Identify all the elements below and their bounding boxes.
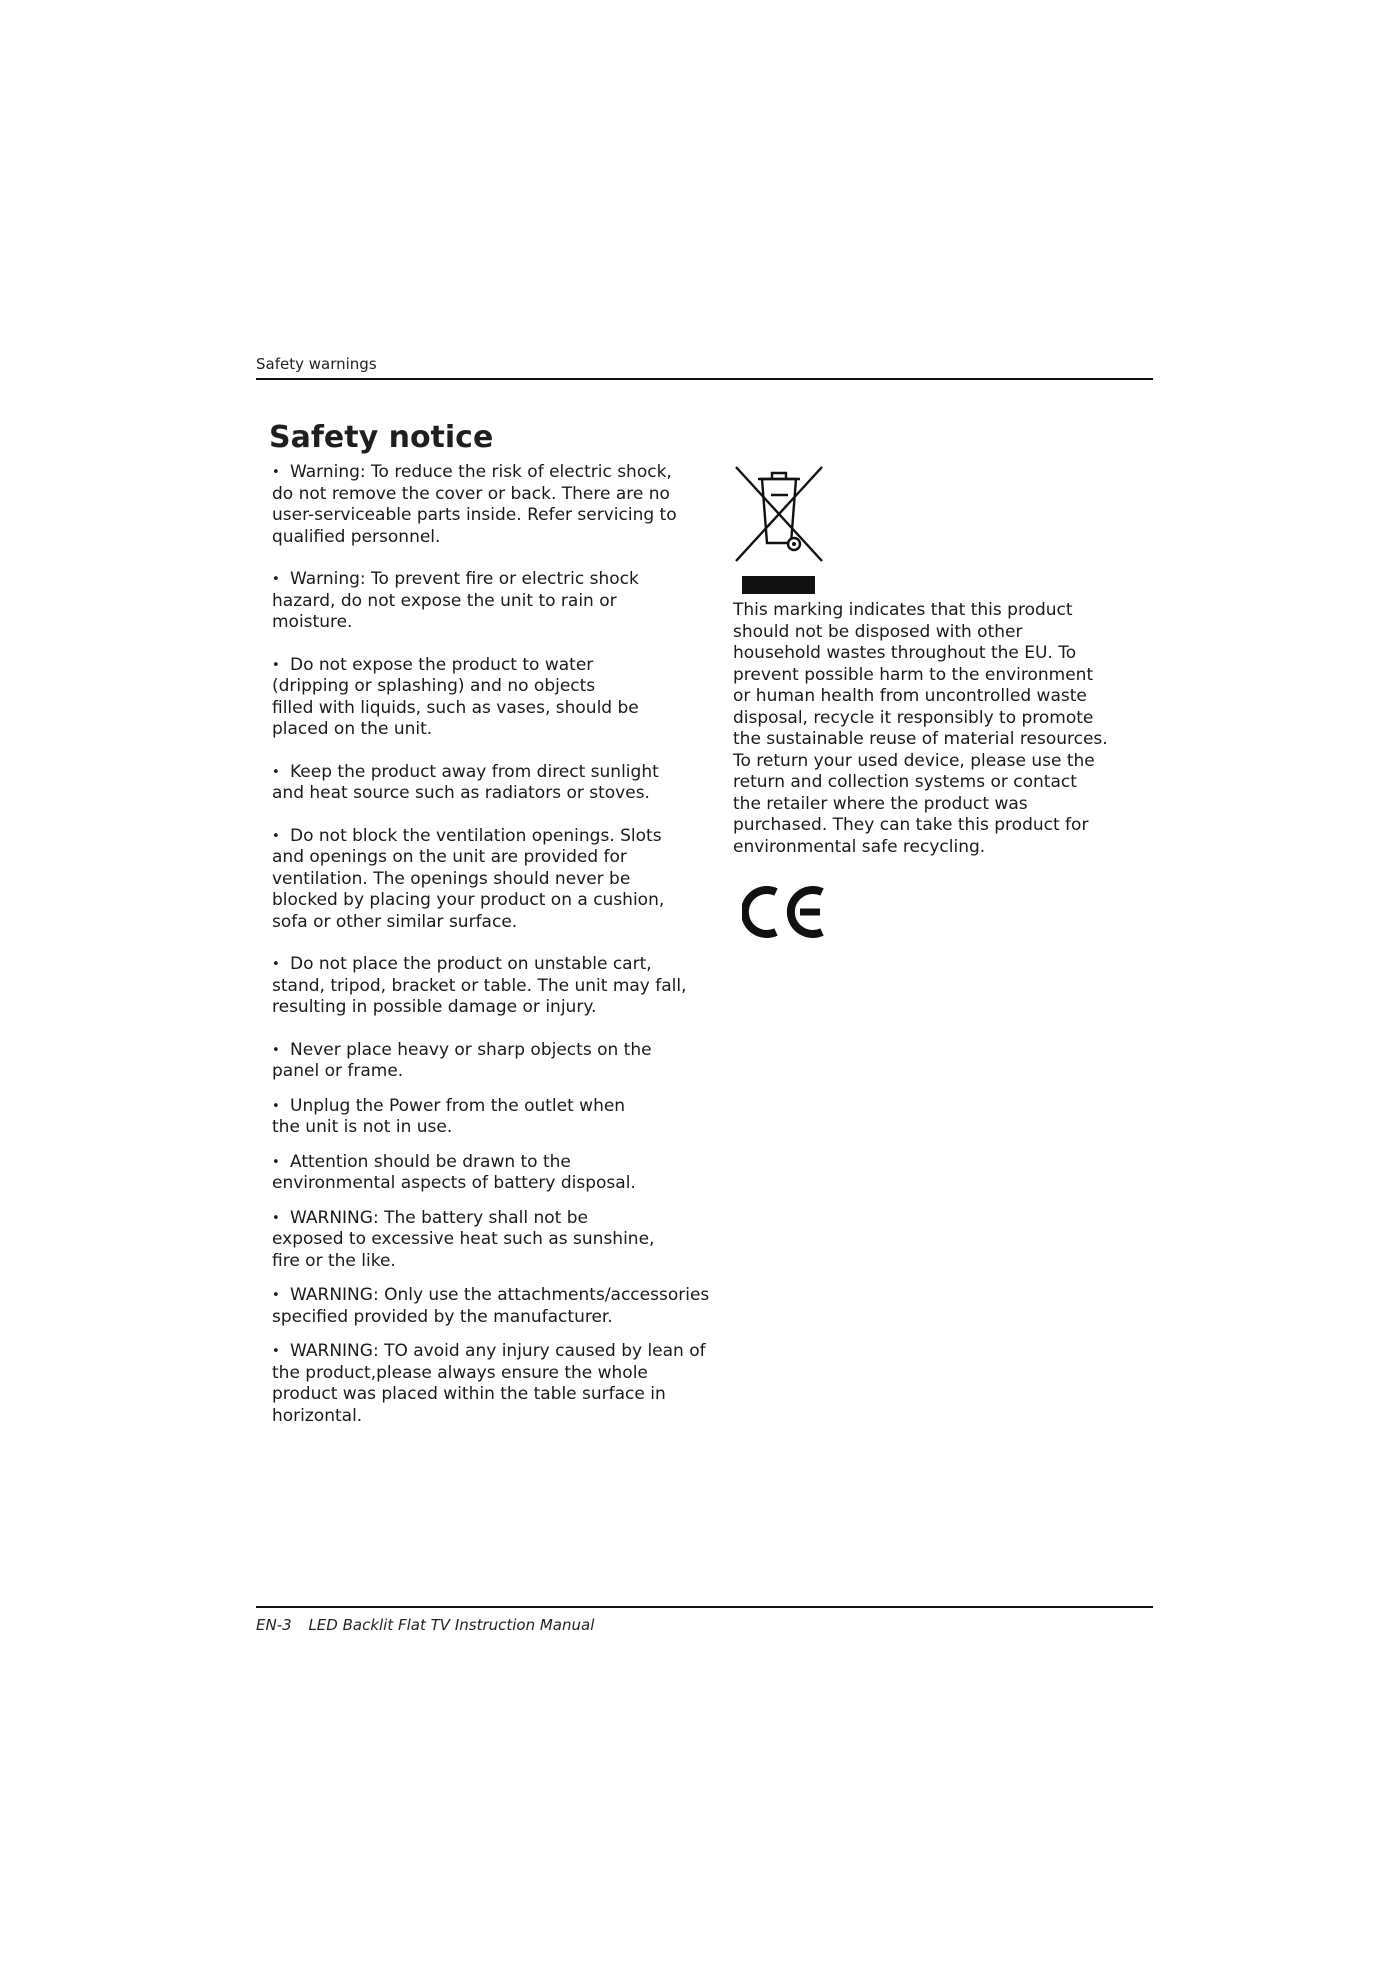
notice-line: do not remove the cover or back. There are no — [272, 483, 670, 504]
notice-line: Keep the product away from direct sunlight — [290, 761, 659, 782]
bullet-icon: • — [272, 1098, 280, 1114]
bullet-icon: • — [272, 657, 280, 673]
notice-line: the product,please always ensure the whole — [272, 1362, 648, 1383]
notice-line: stand, tripod, bracket or table. The unit may fall, — [272, 975, 687, 996]
bullet-icon: • — [272, 572, 280, 587]
safety-notice-item — [272, 1341, 712, 1427]
bullet-icon: • — [272, 1288, 280, 1303]
notice-line: WARNING: TO avoid any injury caused by lean of — [290, 1341, 706, 1361]
weee-text-line: purchased. They can take this product for — [733, 815, 1089, 835]
notice-line: Warning: To prevent fire or electric shock — [290, 569, 639, 589]
weee-disposal-text — [733, 600, 1113, 858]
bullet-icon: • — [272, 1344, 280, 1359]
safety-notice-item — [272, 462, 712, 548]
page-footer — [256, 1616, 594, 1634]
weee-text-line: return and collection systems or contact — [733, 772, 1077, 792]
notice-line: specified provided by the manufacturer. — [272, 1306, 613, 1327]
notice-line: hazard, do not expose the unit to rain or — [272, 590, 617, 611]
bullet-icon: • — [272, 957, 280, 972]
bullet-icon: • — [272, 465, 280, 480]
safety-notice-item — [272, 1152, 712, 1195]
weee-text-line: To return your used device, please use the — [733, 750, 1095, 771]
bullet-icon: • — [272, 828, 280, 844]
notice-line: Warning: To reduce the risk of electric shock, — [290, 462, 672, 482]
weee-text-line: the sustainable reuse of material resources. — [733, 729, 1108, 749]
notice-line: Attention should be drawn to the — [290, 1151, 571, 1172]
bullet-icon: • — [272, 1210, 280, 1226]
notice-line: Do not expose the product to water — [290, 654, 594, 675]
notice-line: the unit is not in use. — [272, 1117, 453, 1137]
notice-line: user-serviceable parts inside. Refer servicing to — [272, 505, 677, 525]
safety-notice-item — [272, 655, 712, 741]
safety-notice-item — [272, 826, 712, 934]
page-title: Safety notice — [269, 420, 494, 455]
notice-line: Do not block the ventilation openings. Slots — [290, 825, 662, 846]
weee-text-line: the retailer where the product was — [733, 793, 1028, 814]
safety-notice-item — [272, 1040, 712, 1083]
notice-line: horizontal. — [272, 1405, 363, 1426]
notice-line: WARNING: The battery shall not be — [290, 1207, 588, 1228]
page-number: EN-3 — [256, 1616, 292, 1634]
header-rule — [256, 378, 1153, 380]
notice-line: placed on the unit. — [272, 719, 433, 739]
crossed-out-wheelie-bin-icon — [734, 465, 824, 563]
bullet-icon: • — [272, 1154, 280, 1170]
notice-line: qualified personnel. — [272, 526, 441, 547]
weee-text-line: should not be disposed with other — [733, 621, 1023, 642]
notice-line: product was placed within the table surface in — [272, 1384, 666, 1404]
notice-line: Do not place the product on unstable cart, — [290, 954, 652, 974]
notice-line: filled with liquids, such as vases, should be — [272, 697, 639, 718]
notice-line: moisture. — [272, 612, 353, 632]
weee-text-line: or human health from uncontrolled waste — [733, 686, 1087, 706]
manual-title: LED Backlit Flat TV Instruction Manual — [308, 1616, 595, 1634]
footer-rule — [256, 1606, 1153, 1608]
notice-line: ventilation. The openings should never be — [272, 868, 631, 889]
weee-text-line: disposal, recycle it responsibly to promote — [733, 707, 1094, 728]
notice-line: Never place heavy or sharp objects on the — [290, 1039, 652, 1060]
safety-notice-item — [272, 569, 712, 634]
notice-line: fire or the like. — [272, 1250, 396, 1271]
notice-line: resulting in possible damage or injury. — [272, 997, 597, 1017]
safety-notice-item — [272, 1285, 712, 1328]
ce-mark-icon — [742, 880, 828, 942]
weee-text-line: This marking indicates that this product — [733, 600, 1073, 620]
notice-line: and openings on the unit are provided for — [272, 847, 627, 867]
notice-line: panel or frame. — [272, 1061, 404, 1081]
notice-line: WARNING: Only use the attachments/accessories — [290, 1285, 710, 1305]
notice-line: environmental aspects of battery disposal. — [272, 1173, 636, 1193]
safety-notice-list — [272, 462, 712, 1448]
safety-notice-item — [272, 1096, 712, 1139]
notice-line: exposed to excessive heat such as sunshine, — [272, 1229, 655, 1249]
notice-line: blocked by placing your product on a cushion, — [272, 890, 665, 910]
notice-line: Unplug the Power from the outlet when — [290, 1095, 626, 1116]
notice-line: sofa or other similar surface. — [272, 911, 518, 932]
notice-line: (dripping or splashing) and no objects — [272, 676, 596, 696]
bullet-icon: • — [272, 1042, 280, 1058]
safety-notice-item — [272, 954, 712, 1019]
weee-text-line: household wastes throughout the EU. To — [733, 643, 1077, 663]
weee-text-line: prevent possible harm to the environment — [733, 664, 1094, 685]
notice-line: and heat source such as radiators or stoves. — [272, 783, 650, 803]
weee-bar — [742, 576, 815, 594]
safety-notice-item — [272, 1208, 712, 1273]
section-label: Safety warnings — [256, 355, 377, 373]
weee-text-line: environmental safe recycling. — [733, 836, 986, 857]
bullet-icon: • — [272, 764, 280, 780]
safety-notice-item — [272, 762, 712, 805]
